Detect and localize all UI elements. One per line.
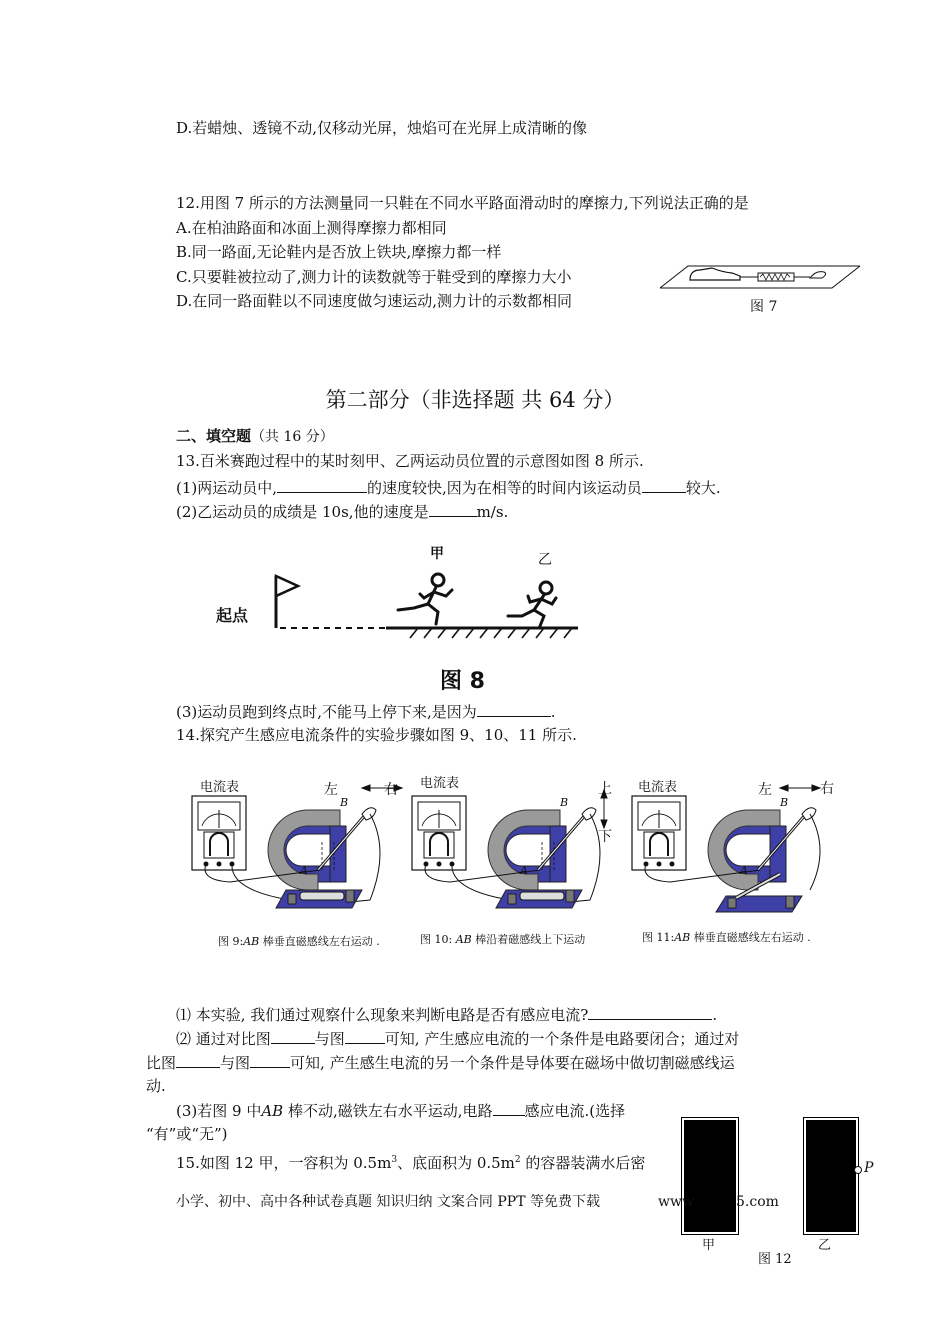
- q12-option-d: D.在同一路面鞋以不同速度做匀速运动,测力计的示数都相同: [176, 292, 573, 310]
- fig9-ammeter-label: 电流表: [200, 780, 240, 795]
- q14-blank-6[interactable]: [493, 1100, 525, 1116]
- footer-url-start[interactable]: www: [658, 1194, 694, 1210]
- figure-8-start-label: 起点: [216, 606, 249, 625]
- fig9-left-label: 左: [324, 782, 338, 798]
- fig11-point-b: B: [780, 796, 789, 809]
- figure-12-container-yi: [806, 1120, 856, 1232]
- q14-blank-2[interactable]: [271, 1028, 315, 1044]
- flag-icon: [276, 576, 298, 596]
- q14-blank-4[interactable]: [176, 1052, 220, 1068]
- figure-7-caption: 图 7: [750, 299, 778, 315]
- fig10-ammeter-label: 电流表: [420, 776, 460, 791]
- figure-9-caption: 图 9:AB 棒垂直磁感线左右运动 .: [218, 935, 380, 948]
- footer-url-end[interactable]: 5.com: [736, 1194, 779, 1210]
- q12-option-c: C.只要鞋被拉动了,测力计的读数就等于鞋受到的摩擦力大小: [176, 268, 572, 286]
- figure-12-label-p: P: [864, 1160, 874, 1176]
- q14-sub3: (3)若图 9 中AB 棒不动,磁铁左右水平运动,电路 感应电流.(选择: [176, 1102, 626, 1120]
- figure-12-label-jia: 甲: [702, 1238, 716, 1253]
- q13-stem: 13.百米赛跑过程中的某时刻甲、乙两运动员位置的示意图如图 8 所示.: [176, 452, 644, 470]
- q13-blank-1[interactable]: [277, 477, 367, 493]
- fig10-point-b: B: [560, 796, 569, 809]
- fig11-right-label: 右: [820, 781, 834, 797]
- q15-stem: 15.如图 12 甲，一容积为 $0.5m^3$、底面积为 $0.5m^2$ 的容器装满水后密: [176, 1154, 646, 1172]
- figure-11-caption: 图 11:AB 棒垂直磁感线左右运动 .: [642, 931, 811, 944]
- q14-sub2-line1: ⑵ 通过对比图 与图 可知, 产生感应电流的一个条件是电路要闭合；通过对: [176, 1030, 740, 1048]
- figure-8-caption: 图 8: [440, 669, 485, 694]
- q14-sub2-line3: 动.: [146, 1077, 166, 1095]
- figure-12-label-yi: 乙: [818, 1238, 832, 1253]
- figure-10-caption: 图 10: AB 棒沿着磁感线上下运动: [420, 933, 586, 946]
- fig11-ammeter-label: 电流表: [638, 780, 678, 795]
- fig11-left-label: 左: [758, 782, 772, 798]
- fig9-point-a: A: [300, 864, 308, 877]
- footer-text: 小学、初中、高中各种试卷真题 知识归纳 文案合同 PPT 等免费下载: [176, 1194, 600, 1210]
- q13-blank-4[interactable]: [477, 701, 551, 717]
- section-label: 二、填空题: [176, 427, 252, 445]
- q13-blank-2[interactable]: [642, 477, 686, 493]
- q12-option-a: A.在柏油路面和冰面上测得摩擦力都相同: [176, 219, 447, 237]
- fig9-point-b: B: [340, 796, 349, 809]
- figure-12-container-jia: [684, 1120, 736, 1232]
- q13-sub3: (3)运动员跑到终点时,不能马上停下来,是因为 .: [176, 703, 556, 721]
- figure-12-caption: 图 12: [758, 1252, 792, 1267]
- figure-8-jia-label: 甲: [430, 546, 444, 562]
- part2-title: 第二部分（非选择题 共 64 分）: [325, 388, 625, 412]
- q13-sub2: (2)乙运动员的成绩是 10s,他的速度是 m/s.: [176, 503, 509, 521]
- figure-7-shoe-spring-scale: [660, 258, 860, 298]
- section-note: （共 16 分）: [251, 429, 334, 445]
- q13-blank-3[interactable]: [429, 501, 477, 517]
- figure-9-10-11-induction: [190, 770, 850, 930]
- q14-stem: 14.探究产生感应电流条件的实验步骤如图 9、10、11 所示.: [176, 726, 577, 744]
- q14-sub1: ⑴ 本实验, 我们通过观察什么现象来判断电路是否有感应电流? .: [176, 1006, 718, 1024]
- q14-blank-1[interactable]: [588, 1004, 712, 1020]
- fig10-point-a: A: [520, 864, 528, 877]
- q13-sub1: (1)两运动员中, 的速度较快,因为在相等的时间内该运动员 较大.: [176, 479, 721, 497]
- q14-blank-5[interactable]: [250, 1052, 290, 1068]
- q14-blank-3[interactable]: [345, 1028, 385, 1044]
- fig10-up-label: 上: [598, 781, 612, 797]
- q12-stem: 12.用图 7 所示的方法测量同一只鞋在不同水平路面滑动时的摩擦力,下列说法正确的是: [176, 194, 749, 212]
- fig10-down-label: 下: [598, 829, 612, 845]
- runner-yi: [508, 582, 556, 626]
- q12-option-b: B.同一路面,无论鞋内是否放上铁块,摩擦力都一样: [176, 243, 502, 261]
- q14-sub3-choice: “有”或“无”): [146, 1125, 228, 1143]
- runner-jia: [398, 574, 452, 624]
- fig9-right-label: 右: [384, 782, 398, 798]
- q11-option-d: D.若蜡烛、透镜不动,仅移动光屏，烛焰可在光屏上成清晰的像: [176, 119, 588, 137]
- figure-12-p-point: [854, 1166, 862, 1174]
- fig11-point-a: A: [740, 864, 748, 877]
- q14-sub2-line2: 比图 与图 可知, 产生感生电流的另一个条件是导体要在磁场中做切割磁感线运: [146, 1054, 735, 1072]
- figure-8-yi-label: 乙: [538, 552, 552, 568]
